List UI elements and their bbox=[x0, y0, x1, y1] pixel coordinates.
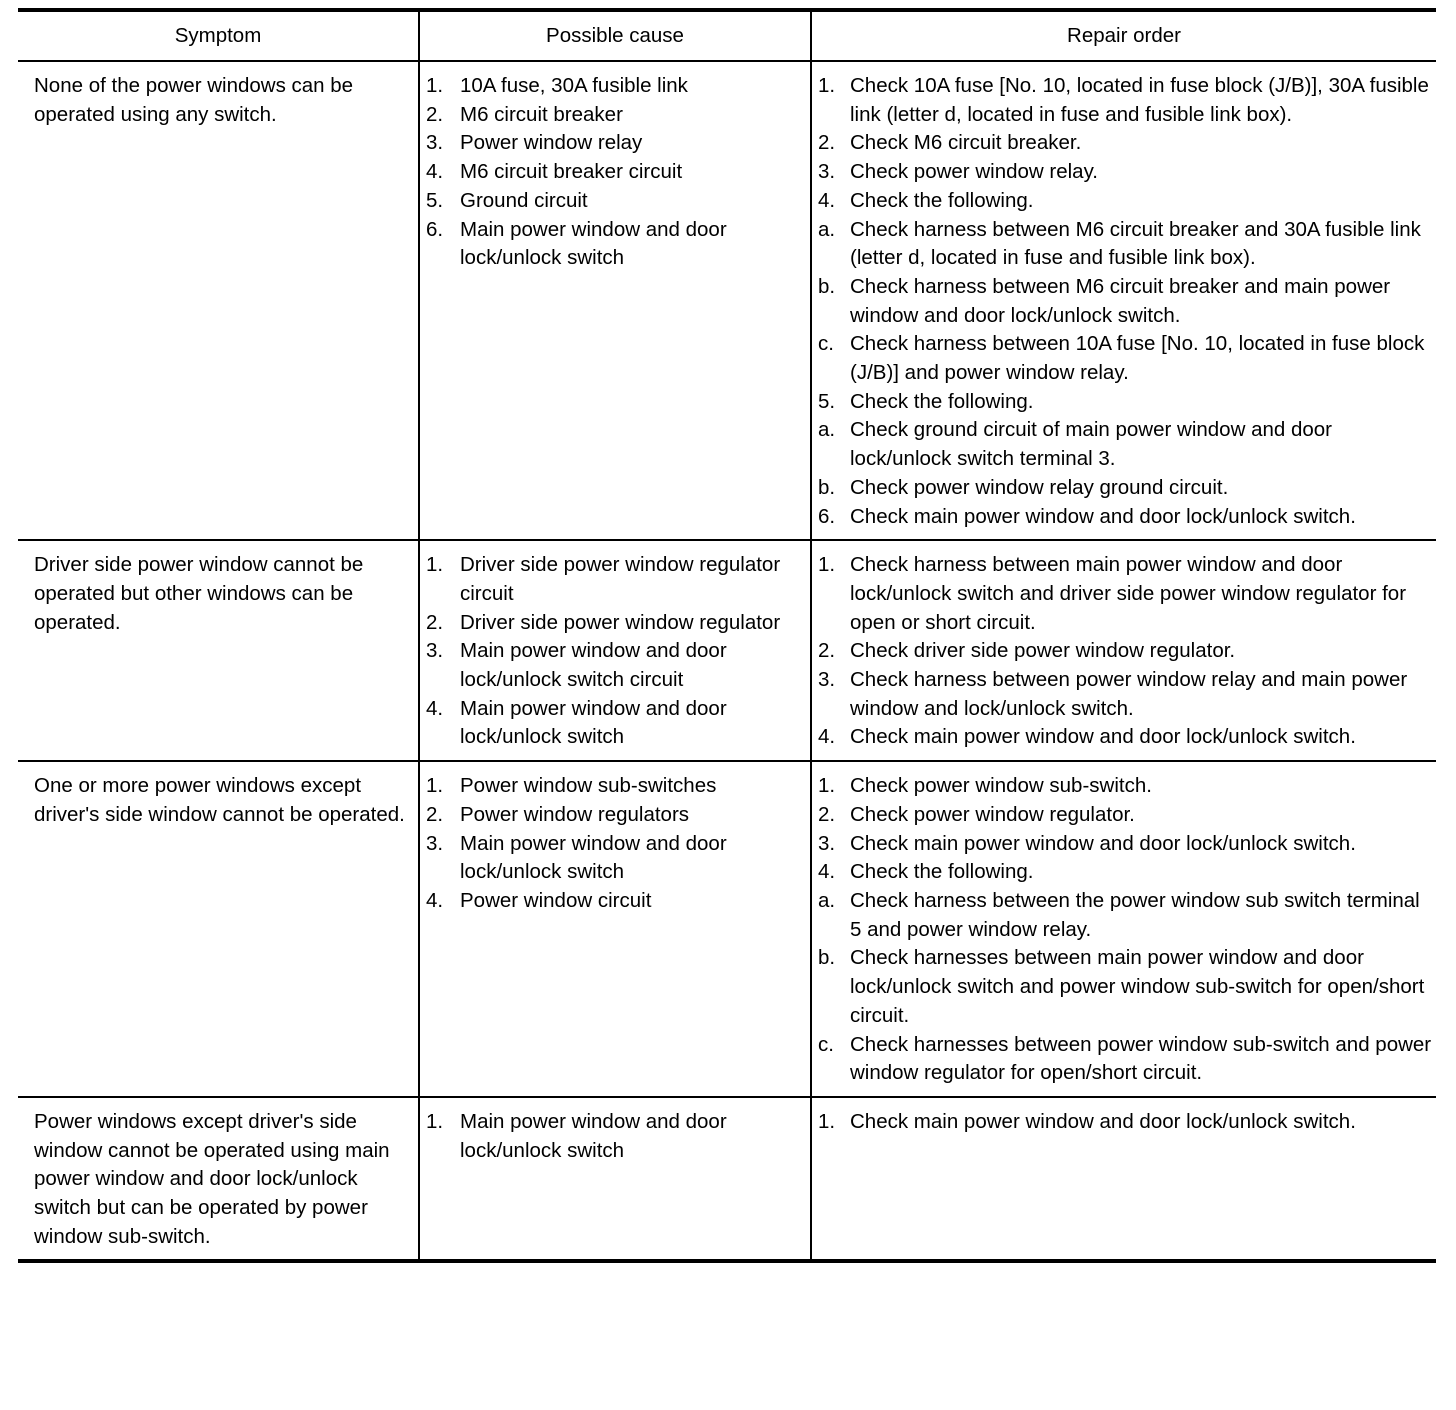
repair-step bbox=[818, 1031, 1432, 1088]
cause-list bbox=[426, 551, 806, 752]
step-text: Main power window and door lock/unlock switch bbox=[460, 1109, 727, 1162]
cause-list bbox=[426, 72, 806, 273]
cause-item bbox=[426, 637, 806, 694]
repair-step bbox=[818, 129, 1432, 158]
repair-step bbox=[818, 637, 1432, 666]
step-marker: 3. bbox=[426, 831, 444, 855]
step-text: Check harness between power window relay and main power window and lock/unlock switch. bbox=[850, 668, 1408, 720]
step-marker: b. bbox=[818, 946, 836, 970]
step-text: Check the following. bbox=[850, 389, 1034, 413]
repair-step bbox=[818, 1108, 1432, 1137]
header-symptom: Symptom bbox=[18, 10, 419, 61]
step-marker: b. bbox=[818, 475, 836, 499]
repair-step bbox=[818, 551, 1432, 637]
step-text: Check power window regulator. bbox=[850, 802, 1135, 826]
step-text: Power window circuit bbox=[460, 888, 652, 912]
step-text: Check harness between M6 circuit breaker and main power window and door lock/unlock switch. bbox=[850, 274, 1391, 327]
step-marker: c. bbox=[818, 332, 834, 356]
cause-item bbox=[426, 830, 806, 887]
step-marker: a. bbox=[818, 418, 836, 442]
step-marker: 3. bbox=[426, 639, 444, 663]
step-text: 10A fuse, 30A fusible link bbox=[460, 74, 688, 97]
cause-item bbox=[426, 609, 806, 638]
repair-step bbox=[818, 666, 1432, 723]
step-marker: 1. bbox=[818, 774, 836, 798]
step-marker: a. bbox=[818, 217, 836, 241]
repair-step-list bbox=[818, 551, 1432, 752]
repair-step-list bbox=[818, 772, 1432, 1088]
step-marker: 6. bbox=[818, 504, 836, 528]
step-text: Check main power window and door lock/unlock switch. bbox=[850, 831, 1356, 855]
symptom-text: One or more power windows except driver's side window cannot be operated. bbox=[34, 774, 405, 826]
possible-cause-cell bbox=[419, 61, 811, 540]
header-repair-order: Repair order bbox=[811, 10, 1436, 61]
step-text: Driver side power window regulator circuit bbox=[460, 553, 781, 605]
cause-item bbox=[426, 801, 806, 830]
cause-item bbox=[426, 695, 806, 752]
step-text: Ground circuit bbox=[460, 188, 588, 212]
cause-item bbox=[426, 129, 806, 158]
step-text: Check harnesses between main power window and door lock/unlock switch and power window sub-switch for open/short circuit. bbox=[850, 946, 1425, 1027]
table-header bbox=[18, 10, 1436, 61]
step-text: Check main power window and door lock/unlock switch. bbox=[850, 1109, 1356, 1133]
repair-step bbox=[818, 723, 1432, 752]
step-marker: 4. bbox=[426, 160, 444, 184]
step-text: Check harness between M6 circuit breaker and 30A fusible link (letter d, located in fuse and fusible link box). bbox=[850, 217, 1421, 270]
step-marker: 1. bbox=[818, 1109, 836, 1133]
repair-step bbox=[818, 944, 1432, 1030]
possible-cause-cell bbox=[419, 540, 811, 761]
table-row bbox=[18, 61, 1436, 540]
step-text: Main power window and door lock/unlock switch circuit bbox=[460, 639, 727, 692]
step-text: M6 circuit breaker bbox=[460, 102, 623, 126]
step-marker: 4. bbox=[818, 860, 836, 884]
repair-step bbox=[818, 503, 1432, 532]
step-text: Check power window relay. bbox=[850, 160, 1099, 184]
cause-item bbox=[426, 887, 806, 916]
possible-cause-cell bbox=[419, 1097, 811, 1262]
repair-step bbox=[818, 216, 1432, 273]
cause-item bbox=[426, 158, 806, 187]
repair-order-cell bbox=[811, 61, 1436, 540]
header-possible-cause: Possible cause bbox=[419, 10, 811, 61]
cause-item bbox=[426, 72, 806, 101]
repair-step bbox=[818, 158, 1432, 187]
step-text: Check harnesses between power window sub-switch and power window regulator for open/short circuit. bbox=[850, 1032, 1432, 1085]
step-marker: 5. bbox=[426, 188, 444, 212]
step-text: Check harness between the power window sub switch terminal 5 and power window relay. bbox=[850, 888, 1420, 941]
step-marker: 3. bbox=[818, 831, 836, 855]
cause-item bbox=[426, 772, 806, 801]
step-text: Check power window relay ground circuit. bbox=[850, 475, 1229, 499]
cause-item bbox=[426, 101, 806, 130]
step-text: Power window sub-switches bbox=[460, 774, 717, 798]
step-marker: 3. bbox=[426, 131, 444, 155]
step-marker: 1. bbox=[426, 774, 444, 798]
step-marker: 1. bbox=[426, 74, 444, 97]
step-marker: 4. bbox=[426, 696, 444, 720]
symptom-text: Driver side power window cannot be operated but other windows can be operated. bbox=[34, 553, 364, 634]
step-marker: 2. bbox=[818, 131, 836, 155]
step-text: Check power window sub-switch. bbox=[850, 774, 1152, 798]
step-marker: b. bbox=[818, 274, 836, 298]
step-text: Check main power window and door lock/unlock switch. bbox=[850, 504, 1356, 528]
step-text: Main power window and door lock/unlock switch bbox=[460, 217, 727, 270]
repair-step bbox=[818, 273, 1432, 330]
repair-step bbox=[818, 801, 1432, 830]
symptom-cell bbox=[18, 540, 419, 761]
step-text: Check ground circuit of main power window and door lock/unlock switch terminal 3. bbox=[850, 418, 1333, 471]
step-text: Driver side power window regulator bbox=[460, 610, 781, 634]
symptom-text: Power windows except driver's side window cannot be operated using main power window and door lock/unlock switch but can be operated by power window sub-switch. bbox=[34, 1109, 390, 1248]
step-text: Check the following. bbox=[850, 860, 1034, 884]
step-text: Check the following. bbox=[850, 188, 1034, 212]
symptom-text: None of the power windows can be operated using any switch. bbox=[34, 74, 354, 126]
step-marker: 6. bbox=[426, 217, 444, 241]
step-marker: 1. bbox=[818, 74, 836, 97]
step-text: Check 10A fuse [No. 10, located in fuse block (J/B)], 30A fusible link (letter d, located in fuse and fusible link box). bbox=[850, 74, 1429, 126]
repair-step bbox=[818, 330, 1432, 387]
repair-step-list bbox=[818, 72, 1432, 531]
step-marker: 3. bbox=[818, 160, 836, 184]
step-text: Main power window and door lock/unlock switch bbox=[460, 696, 727, 749]
step-marker: 4. bbox=[818, 725, 836, 749]
cause-list bbox=[426, 772, 806, 916]
step-marker: 4. bbox=[818, 188, 836, 212]
step-marker: 2. bbox=[426, 610, 444, 634]
step-text: Check harness between 10A fuse [No. 10, located in fuse block (J/B)] and power window relay. bbox=[850, 332, 1425, 385]
step-marker: 3. bbox=[818, 668, 836, 692]
cause-item bbox=[426, 551, 806, 608]
table-row bbox=[18, 540, 1436, 761]
repair-order-cell bbox=[811, 761, 1436, 1097]
step-marker: a. bbox=[818, 888, 836, 912]
repair-step bbox=[818, 772, 1432, 801]
repair-order-cell bbox=[811, 540, 1436, 761]
step-marker: 2. bbox=[426, 802, 444, 826]
step-marker: 1. bbox=[818, 553, 836, 577]
step-text: Check main power window and door lock/unlock switch. bbox=[850, 725, 1356, 749]
step-marker: 1. bbox=[426, 553, 444, 577]
symptom-cell bbox=[18, 1097, 419, 1262]
repair-step bbox=[818, 474, 1432, 503]
troubleshooting-table bbox=[18, 8, 1436, 1263]
cause-item bbox=[426, 187, 806, 216]
repair-step bbox=[818, 388, 1432, 417]
cause-item bbox=[426, 1108, 806, 1165]
repair-step-list bbox=[818, 1108, 1432, 1137]
repair-step bbox=[818, 416, 1432, 473]
repair-order-cell bbox=[811, 1097, 1436, 1262]
repair-step bbox=[818, 830, 1432, 859]
step-marker: 2. bbox=[818, 639, 836, 663]
step-marker: c. bbox=[818, 1032, 834, 1056]
cause-item bbox=[426, 216, 806, 273]
repair-step bbox=[818, 858, 1432, 887]
step-text: Power window relay bbox=[460, 131, 643, 155]
step-text: Check M6 circuit breaker. bbox=[850, 131, 1082, 155]
step-marker: 2. bbox=[818, 802, 836, 826]
symptom-cell bbox=[18, 761, 419, 1097]
header-row bbox=[18, 10, 1436, 61]
repair-step bbox=[818, 72, 1432, 129]
step-text: Main power window and door lock/unlock switch bbox=[460, 831, 727, 884]
step-marker: 4. bbox=[426, 888, 444, 912]
step-text: M6 circuit breaker circuit bbox=[460, 160, 683, 184]
repair-step bbox=[818, 187, 1432, 216]
possible-cause-cell bbox=[419, 761, 811, 1097]
step-marker: 2. bbox=[426, 102, 444, 126]
step-marker: 5. bbox=[818, 389, 836, 413]
cause-list bbox=[426, 1108, 806, 1165]
table-body bbox=[18, 61, 1436, 1261]
table-row bbox=[18, 1097, 1436, 1262]
troubleshooting-sheet bbox=[18, 8, 1436, 1263]
step-text: Power window regulators bbox=[460, 802, 690, 826]
step-text: Check driver side power window regulator. bbox=[850, 639, 1236, 663]
table-row bbox=[18, 761, 1436, 1097]
step-marker: 1. bbox=[426, 1109, 444, 1133]
step-text: Check harness between main power window and door lock/unlock switch and driver side power window regulator for open or short circuit. bbox=[850, 553, 1407, 634]
symptom-cell bbox=[18, 61, 419, 540]
repair-step bbox=[818, 887, 1432, 944]
